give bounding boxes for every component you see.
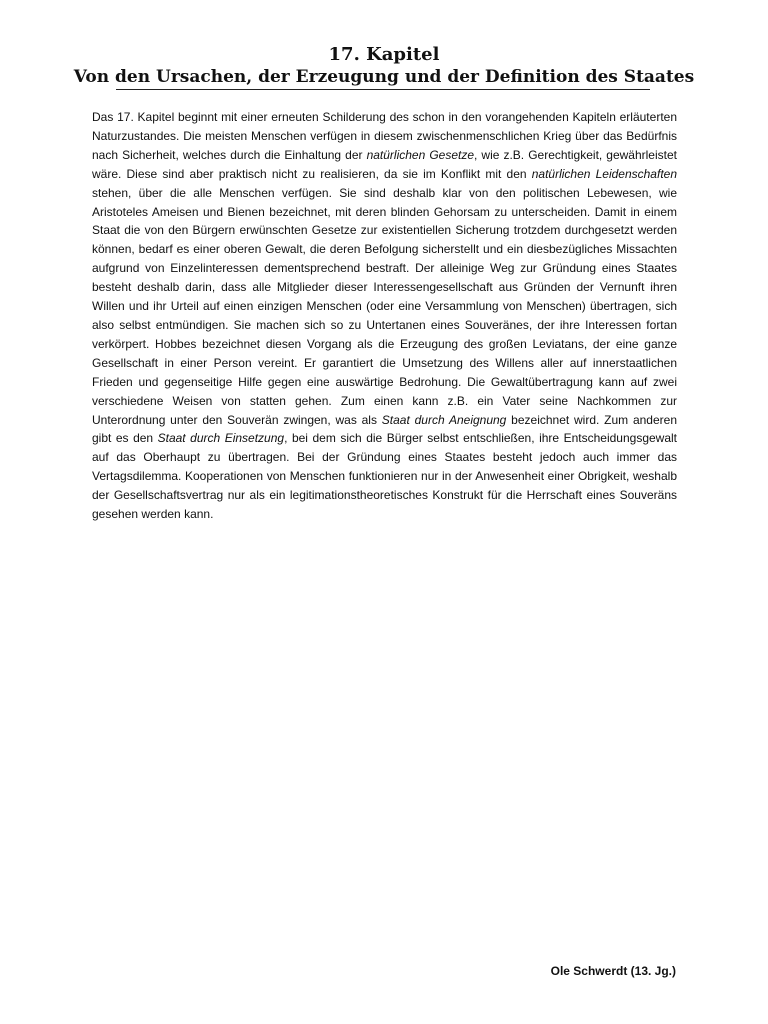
title-underline <box>116 89 650 90</box>
italic-term-state-by-acquisition: Staat durch Aneignung <box>381 412 507 427</box>
text-segment: bezeichnet wird. Zum anderen gibt es den <box>92 412 677 446</box>
italic-term-natural-passions: natürlichen Leidenschaften <box>531 166 677 181</box>
body-paragraph <box>92 108 677 524</box>
chapter-title: Von den Ursachen, der Erzeugung und der Definition des Staates <box>73 67 695 87</box>
text-segment: , wie z.B. Gerechtigkeit, gewährleistet wäre. Diese sind aber praktisch nicht zu realisieren, da sie im Konflikt mit den <box>92 147 677 181</box>
italic-term-natural-laws: natürlichen Gesetze <box>366 147 475 162</box>
text-segment: Das 17. Kapitel beginnt mit einer erneuten Schilderung des schon in den vorangehenden Kapiteln erläuterten Naturzustandes. Die meisten Menschen verfügen in diesem zwischenmenschlichen Krieg über das Bedürfnis nach Sicherheit, welches durch die Einhaltung der <box>92 110 677 162</box>
italic-term-state-by-institution: Staat durch Einsetzung <box>157 431 285 446</box>
text-segment: stehen, über die alle Menschen verfügen. Sie sind deshalb klar von den politischen Lebewesen, wie Aristoteles Ameisen und Bienen bezeichnet, mit deren blinden Gehorsam zu unterscheiden. Damit in einem Staat die von den Bürgern erwünschten Gesetze zur existentiellen Sicherung trotzdem durchgesetzt werden können, bedarf es einer oberen Gewalt, die deren Befolgung sicherstellt und ein diesbezügliches Missachten aufgrund von Einzelinteressen dementsprechend bestraft. Der alleinige Weg zur Gründung eines Staates besteht deshalb darin, dass alle Mitglieder dieser Interessengesellschaft aus Gründen der Vernunft ihren Willen und ihr Urteil auf einen einzigen Menschen (oder eine Versammlung von Menschen) übertragen, sich also selbst entmündigen. Sie machen sich so zu Untertanen eines Souveränes, der ihre Interessen fortan verkörpert. Hobbes bezeichnet diesen Vorgang als die Erzeugung des großen Leviatans, der eine ganze Gesellschaft in einer Person vereint. Er garantiert die Umsetzung des Willens aller auf innerstaatlichen Frieden und gegenseitige Hilfe gegen eine auswärtige Bedrohung. Die Gewaltübertragung kann auf zwei verschiedene Weisen von statten gehen. Zum einen kann z.B. ein Vater seine Nachkommen zur Unterordnung unter den Souverän zwingen, was als <box>92 185 677 427</box>
text-segment: , bei dem sich die Bürger selbst entschließen, ihre Entscheidungsgewalt auf das Oberhaupt zu übertragen. Bei der Gründung eines Staates besteht jedoch auch immer das Vertagsdilemma. Kooperationen von Menschen funktionieren nur in der Anwesenheit einer Obrigkeit, weshalb der Gesellschaftsvertrag nur als ein legitimationstheoretisches Konstrukt für die Herrschaft eines Souveräns gesehen werden kann. <box>92 431 678 522</box>
chapter-number: 17. Kapitel <box>328 44 440 65</box>
footer-author: Ole Schwerdt (13. Jg.) <box>550 964 676 978</box>
